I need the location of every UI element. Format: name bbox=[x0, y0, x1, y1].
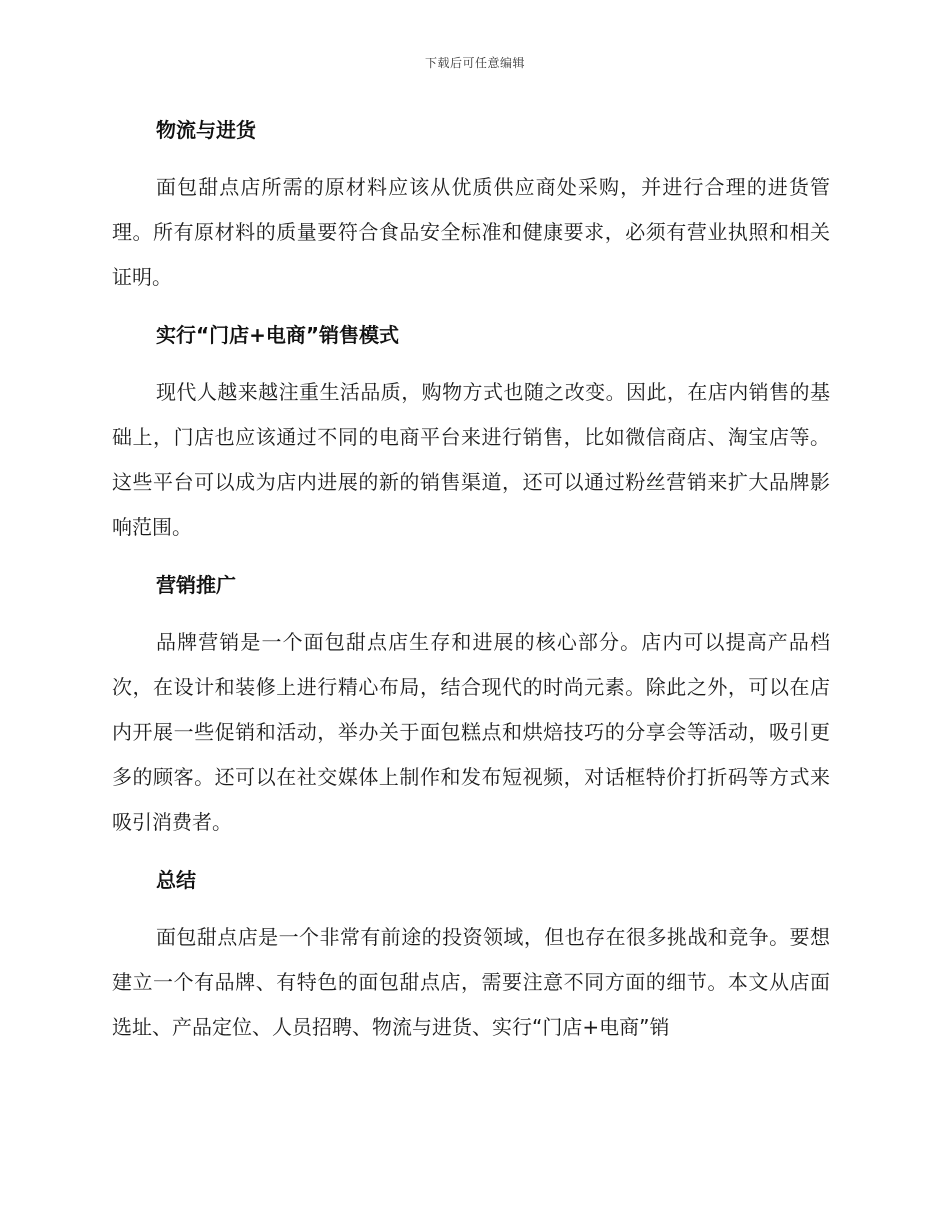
section-paragraph-sales-model: 现代人越来越注重生活品质，购物方式也随之改变。因此，在店内销售的基础上，门店也应该通过不同的电商平台来进行销售，比如微信商店、淘宝店等。这些平台可以成为店内进展的新的销售渠道，还可以通过粉丝营销来扩大品牌影响范围。 bbox=[112, 380, 830, 539]
section-paragraph-marketing: 品牌营销是一个面包甜点店生存和进展的核心部分。店内可以提高产品档次，在设计和装修上进行精心布局，结合现代的时尚元素。除此之外，可以在店内开展一些促销和活动，举办关于面包糕点和烘焙技巧的分享会等活动，吸引更多的顾客。还可以在社交媒体上制作和发布短视频，对话框特价打折码等方式来吸引消费者。 bbox=[112, 630, 830, 834]
section-paragraph-logistics: 面包甜点店所需的原材料应该从优质供应商处采购，并进行合理的进货管理。所有原材料的质量要符合食品安全标准和健康要求，必须有营业执照和相关证明。 bbox=[112, 175, 830, 289]
document-body bbox=[112, 108, 830, 1063]
section-heading-summary: 总结 bbox=[156, 868, 196, 892]
header-note: 下载后可任意编辑 bbox=[424, 56, 525, 70]
section-heading-sales-model: 实行“门店+电商”销售模式 bbox=[156, 323, 400, 347]
section-heading-marketing: 营销推广 bbox=[156, 573, 236, 597]
section-paragraph-summary: 面包甜点店是一个非常有前途的投资领域，但也存在很多挑战和竞争。要想建立一个有品牌、有特色的面包甜点店，需要注意不同方面的细节。本文从店面选址、产品定位、人员招聘、物流与进货、实行“门店+电商”销 bbox=[112, 925, 830, 1039]
section-heading-logistics: 物流与进货 bbox=[156, 118, 256, 142]
